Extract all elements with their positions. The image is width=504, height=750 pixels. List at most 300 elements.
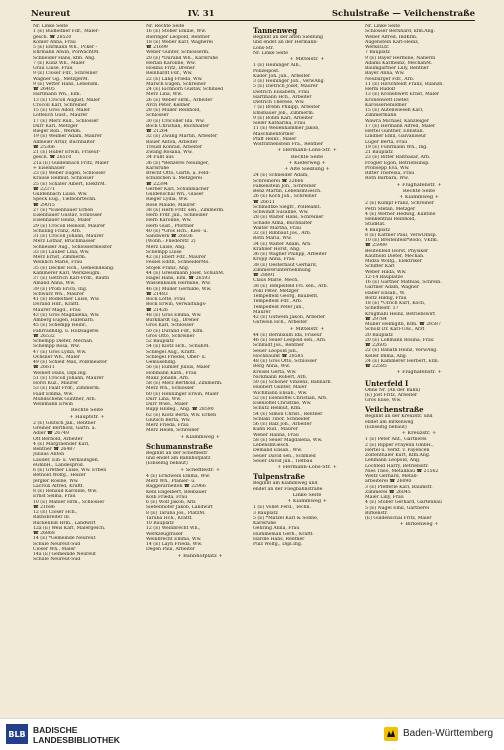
- directory-entry: 4 (E) Erndwein Emma, Ww.: [146, 473, 211, 479]
- directory-entry: Wassenbaum Hermine, Ww.: [146, 281, 211, 287]
- section-marker: + Klammweg +: [180, 434, 220, 440]
- section-marker: + Schefflestr. +: [179, 467, 221, 473]
- directory-entry: 2 (E) Kumpf Franz, Schreiner: [365, 201, 434, 207]
- directory-entry: 58 (E) Seuer Magdalena, Ww.: [253, 437, 323, 443]
- directory-entry: Dürr Karl, Metzger: [33, 123, 78, 129]
- directory-entry: 9 (E) Closer Fdr., Schreiner: [33, 71, 98, 77]
- directory-entry: Stojek Franz, Ang.: [146, 265, 190, 271]
- directory-entry: Schlegel Aug., Kraftf.: [146, 349, 196, 355]
- directory-entry: Krugmahl Heinz, Betriebswirt: [365, 311, 436, 317]
- directory-entry: 12 (E) Weinbrecht Wh.,: [146, 526, 201, 532]
- directory-entry: 6 (E) Grether Luise, Ww. Erben: [33, 468, 107, 473]
- directory-entry: Schule Neureut-Süd: [33, 557, 81, 563]
- directory-entry: 23 (E) Ritter Balthasar, Arb.: [365, 155, 431, 161]
- directory-entry: ☎ 26868: [33, 531, 55, 536]
- section-marker: Rechte Seite: [402, 188, 436, 194]
- directory-entry: 28 (E) Müller Reinhold,: [146, 108, 201, 113]
- directory-entry: Emsbauer Joh., Zimmerm.: [253, 110, 315, 116]
- directory-entry: Henkenthal Reinhold,: [365, 217, 416, 222]
- directory-entry: Kronenwett Dieter,: [365, 97, 410, 103]
- directory-entry: Bayer Anna, Ww.: [365, 71, 405, 77]
- directory-entry: Rieger Rob., Werkm.: [33, 129, 82, 134]
- directory-entry: Merz Helen, Schreiner: [146, 428, 200, 434]
- directory-entry: ☎ 26405: [33, 87, 55, 92]
- directory-entry: Sieler Katharina, Frau: [253, 121, 306, 126]
- directory-entry: Siebenhofer Jakob, Landwirt: [146, 505, 213, 511]
- header-rule: [31, 20, 475, 21]
- directory-entry: 11 (E) Wellenhammer Jakob,: [253, 126, 320, 132]
- directory-entry: Weinlich Marie, Frau: [33, 260, 83, 266]
- directory-entry: Zimmermann: [365, 113, 397, 119]
- directory-entry: 45 (E) Schempp Heinr.,: [33, 323, 88, 329]
- directory-entry: Löffelich Gust., Maurer: [33, 113, 88, 119]
- directory-entry: Treudl Konrad, Arbeiter: [146, 144, 203, 150]
- directory-entry: 32 (E) Rimbaut Jos., Arb.: [253, 231, 312, 236]
- directory-entry: (E) Jost Fritz, Arbeiter: [365, 392, 418, 398]
- directory-entry: 1 (E) Peter Ant., Gärtnerei: [365, 437, 427, 443]
- directory-entry: Maschinenformer: [253, 131, 295, 137]
- directory-entry: 2 (E) Ripper Frayenn GmbH.,: [365, 442, 434, 448]
- directory-entry: 51 (E) Crocoll Johann, Maurer: [33, 375, 104, 381]
- directory-entry: Gros Otto, Schreiner: [146, 333, 195, 339]
- directory-entry: Taruba Hch., Kraftf.: [146, 515, 193, 521]
- directory-entry: Hertel u. Verkf. v. Fayencen: [365, 447, 430, 453]
- directory-entry: Kohler Anna, Frau: [33, 39, 76, 45]
- street-heading: Tannenweg: [253, 26, 298, 35]
- directory-entry: Beginnt an der Kreuzstr. und: [365, 414, 433, 420]
- directory-entry: Rupp Hildeg., Ang. ☎ 28590: [146, 407, 214, 413]
- directory-entry: Lindner Emil, Galvaniseur: [365, 134, 427, 140]
- directory-entry: Reinhardt Fdr., Ww.: [146, 71, 193, 77]
- directory-entry: Haber Elisab., W.: [365, 290, 406, 296]
- directory-entry: ☎ 21483: [146, 291, 168, 297]
- directory-entry: Krähner Horst, Ang.: [253, 246, 301, 252]
- directory-entry: 2 (E) Glutsch Jak., Rentner: [33, 420, 96, 426]
- directory-entry: Rathsbreiter Ill.: [33, 515, 71, 521]
- directory-entry: Dietrich Therese, Ww.: [253, 100, 305, 105]
- directory-entry: Schneider Aug., Schlossermeister: [33, 244, 112, 250]
- street-heading: Schumannstraße: [146, 441, 213, 451]
- directory-entry: Kolb Frieda, Frau: [146, 494, 188, 500]
- directory-entry: 21 (E) Huber Erwin, Friseur-: [33, 150, 101, 155]
- directory-entry: ☎ 29015: [33, 202, 55, 208]
- directory-entry: 7 (E) Kunz Wh., Maler: [33, 60, 85, 66]
- directory-entry: Merz Luise, Ang.: [146, 244, 186, 250]
- directory-entry: Schlosser: [146, 113, 169, 119]
- directory-entry: ☎ 21699: [146, 45, 168, 50]
- directory-entry: Lehmann Leopold, Ang.: [365, 458, 421, 464]
- directory-entry: arbeiterei ☎ 26090: [365, 479, 412, 485]
- directory-entry: 25 (E) Schäfer Albert, ElektrM.: [33, 181, 107, 187]
- directory-entry: 44 (E) Bernbaum Ida, Friseur: [253, 332, 322, 338]
- directory-entry: 6 (E) Wolf Jakob, Arb.: [146, 500, 197, 505]
- column-3: [253, 24, 361, 547]
- directory-entry: Tempelfeld Georg, Baubeflt.: [253, 294, 319, 299]
- directory-entry: Neuburger Fdr., Arb.: [365, 76, 415, 82]
- directory-entry: Weltz Gerhard, Metall-: [365, 474, 419, 479]
- directory-entry: Keller Imma, Ang.: [365, 353, 408, 359]
- street-heading: Tulpenstraße: [253, 472, 305, 482]
- directory-entry: ☎ 21686: [33, 504, 55, 510]
- directory-entry: 31 (E) Crocoll Johann, Maurer: [33, 234, 104, 239]
- directory-entry: Beutenfeld Horst, Physiker: [365, 248, 429, 254]
- directory-entry: 28 (E) Walter Hans, Schreiner: [253, 215, 324, 221]
- column-4: [365, 24, 473, 529]
- directory-entry: 20 (E) *Durand Wh., Karlsruhe: [146, 55, 219, 61]
- directory-entry: Merz Lothar, Bruchmasser: [33, 239, 96, 245]
- directory-entry: 10 (E) Mahler Hrm., Schlosser: [33, 499, 105, 505]
- directory-entry: 39 (E) Pröm Erich, Ing.: [33, 286, 88, 292]
- directory-entry: Greiner Berthold, Garth. a.: [33, 426, 97, 431]
- directory-entry: Nr. Linke Seite: [253, 50, 288, 56]
- directory-entry: Hartmann Wh., Elm.: [33, 92, 81, 98]
- directory-entry: ☎ 28891: [253, 273, 275, 278]
- directory-entry: 33 (E) Lauber Lina, Ww.: [33, 249, 90, 255]
- directory-entry: Merz Frieda, Frau: [146, 423, 189, 428]
- directory-entry: 42 (E) Gutwein Jakob, Arbeiter: [253, 315, 326, 320]
- directory-entry: Scholz Dr. Karl-Ulw., Arzt: [365, 327, 425, 333]
- directory-entry: Guldenschal Wh., Glaser: [146, 192, 204, 197]
- directory-entry: Ohne Nr. (An der Bahn): [365, 387, 421, 393]
- directory-entry: Merz Wh., Planier- u.: [146, 479, 196, 484]
- directory-entry: ☎ 22371: [33, 186, 55, 192]
- directory-entry: 9 (E) Bayer Hermine, Näherin: [365, 55, 436, 61]
- directory-entry: 44 (E) Gressmann Josef, SchuhM.: [146, 270, 225, 276]
- section-marker: Linke Seite: [292, 492, 322, 498]
- directory-entry: Wichmann Elisab., Ww.: [253, 390, 308, 396]
- header-street-range: Schulstraße — Veilchenstraße: [331, 9, 475, 19]
- section-marker: + Kieferweg +: [288, 160, 326, 166]
- directory-entry: Weber Alfred, IndKfm.: [365, 34, 418, 40]
- directory-entry: Wawra Michael, Kanzleiger: [365, 118, 430, 124]
- directory-entry: Claus Marie, Mech.: [253, 278, 299, 284]
- directory-entry: Nies Theo, Metallbau ☎ 21562: [365, 468, 439, 474]
- directory-entry: Schlosser Bernhard, kfm.Ang.: [365, 29, 435, 35]
- directory-entry: Maier Lilly, Frau: [365, 495, 404, 500]
- bw-logo-text[interactable]: Baden-Württemberg: [403, 728, 494, 739]
- directory-entry: Weber Hilda, Ww.: [365, 269, 407, 275]
- directory-entry: Nr. Linke Seite: [33, 24, 68, 29]
- directory-entry: Closer Wh., Maler: [33, 546, 76, 552]
- directory-entry: 27 (E) *Eisenhauer Erben: [33, 207, 94, 213]
- section-marker: + Klammweg +: [287, 499, 327, 504]
- directory-entry: Weber Günter, Schlosserm.: [146, 50, 210, 56]
- directory-entry: 20 (E) Lohmann Rosina, Frau: [365, 337, 434, 343]
- directory-entry: Schmidtke Siegfr., PolBeamt.: [253, 204, 321, 210]
- directory-entry: Kehl Engelbert, Bleibauer: [146, 489, 207, 495]
- directory-entry: Midza Wolfg., Elektriker: [365, 259, 422, 264]
- directory-entry: und endet am Bahnhofplatz: [146, 456, 211, 461]
- directory-entry: Roth Maria, Ww.: [253, 236, 292, 242]
- directory-entry: 17 (E) Merz Rud., Schlosser: [33, 118, 99, 124]
- directory-entry: Gerber Karl, Schuhmacher: [146, 186, 209, 192]
- directory-entry: Schade Alma, Buchhalter: [253, 220, 313, 226]
- directory-entry: Gutwein Hch., Arbeiter: [253, 320, 308, 326]
- directory-entry: 3 (E) Heininger Joh., VerwAng.: [253, 79, 326, 84]
- directory-entry: 53 (E) Faalf Frdr., Zimmerm.: [33, 386, 101, 392]
- directory-entry: endet an der Fliegbahnstraße: [253, 486, 323, 492]
- directory-entry: 8 (E) Kattner Paul, VerwOInsp.: [365, 232, 437, 238]
- directory-entry: Falkenstein Joh., Schreiner: [253, 183, 317, 189]
- directory-entry: Marsch Eugen, Schreiner: [146, 81, 206, 87]
- directory-entry: 4 (E) Werner Hedwig, Kantine: [365, 211, 436, 217]
- directory-entry: Gemüsehdlg.: [146, 360, 177, 365]
- section-marker: + Mittelstr. +: [289, 57, 325, 62]
- directory-entry: Kuder Joh. jun., Arbeiter: [253, 73, 311, 79]
- directory-entry: (Einseitig bebaut): [146, 461, 188, 467]
- directory-entry: Burkhardt Gg., Dreher: [146, 318, 199, 323]
- directory-entry: 18 (E) Weber Karl, Wagnerei: [146, 39, 213, 45]
- directory-entry: 46 (E) Seuer Leopold sen., Arb.: [253, 338, 327, 343]
- directory-entry: Schempp Dieter, Mechan.: [33, 339, 94, 344]
- directory-entry: Dürr Lina, Ww.: [146, 396, 182, 402]
- directory-entry: Schwindt Susanne, Ww.: [253, 210, 309, 215]
- directory-entry: Glutsch Berta, Ww.: [146, 417, 191, 423]
- directory-entry: 34 Füllt aus: [146, 155, 174, 161]
- directory-entry: Ruckenbiß Hrm., Landwirt: [33, 520, 96, 526]
- directory-entry: Merz Wh., Schlosser: [146, 386, 195, 392]
- directory-entry: Seuer David sen., Schmied: [253, 453, 316, 459]
- directory-entry: Crocoll Karl, Schreiner: [33, 102, 87, 108]
- directory-entry: 24 (E) Schneider Adam,: [253, 173, 309, 179]
- directory-entry: 37 (E) Gettrich Karl-Frdr., Bautn: [33, 276, 110, 281]
- directory-entry: Wagner Gg., MetzgerM.: [33, 76, 90, 82]
- directory-entry: 47 (E) Gros Lydia, Ww.: [33, 349, 87, 355]
- section-marker: + Flughafenstr. +: [396, 182, 442, 188]
- directory-entry: + Eisenhauer: [33, 165, 65, 171]
- column-1: [33, 24, 141, 563]
- directory-entry: Eisenhauer Heinz, Maler: [33, 218, 92, 224]
- directory-entry: 19 (E) Fuhrmann Wh., Ing.: [365, 144, 428, 150]
- directory-entry: Hochbaumt ☎ 28585: [253, 353, 304, 359]
- directory-entry: 29 (E) Crocoll Reinold, Maurer: [33, 223, 106, 229]
- directory-entry: Demand Elisab., Ww.: [253, 448, 303, 454]
- directory-entry: (E) Guldenschal Fritz, Maler: [365, 516, 432, 521]
- directory-entry: 13 (E) Crocoll August, Maler: [33, 97, 101, 103]
- directory-entry: Weinbrecht Emma, Ww.: [146, 536, 202, 542]
- directory-entry: Ehrmann Alwin, PolWachtM.: [33, 50, 100, 56]
- directory-entry: Schwarz Wh., Maurer: [33, 291, 84, 297]
- directory-entry: 54 (E) Simon Christ., Rentner: [253, 411, 323, 417]
- directory-entry: Hartmann Hch., Arbeiter: [253, 94, 312, 100]
- directory-entry: Zimmererunternehmung: [253, 267, 311, 273]
- directory-entry: Tempelfeld Fdr., Arb.: [253, 299, 303, 305]
- directory-entry: Zoltenthaler Kurt, Kfm.Ang.: [365, 453, 431, 458]
- directory-entry: gesch. ☎ 28520: [33, 34, 72, 40]
- directory-entry: Schlegel Friedel, Ober- u.: [146, 354, 207, 360]
- directory-entry: Merz Lina, Ww.: [146, 92, 183, 98]
- directory-entry: Allmeier Artur, Buchhalter: [33, 139, 95, 145]
- directory-entry: Speck Eug., Tiefbohrtechn.: [33, 197, 97, 203]
- blb-logo[interactable]: BLB: [6, 724, 28, 744]
- directory-entry: Rieger Lydia, Ww.: [146, 197, 189, 203]
- directory-entry: Birkenstr.: [365, 510, 388, 516]
- directory-entry: 52 Bauplatz: [146, 339, 174, 344]
- directory-entry: Ott Berhold, Arbeiter: [33, 436, 83, 442]
- directory-entry: 24 (E) Eichhorn Gustav, Schmied: [146, 87, 224, 92]
- directory-entry: 48 (E) Gros Emma, Ww.: [146, 312, 202, 318]
- directory-entry: StudRat.: [365, 222, 386, 228]
- directory-entry: Esenlöffel Christine, Ww.: [253, 401, 312, 406]
- directory-entry: Herb Gust., Pförtner: [146, 223, 195, 229]
- directory-entry: Fessel Edith, SchneiderMs.: [146, 260, 210, 266]
- directory-entry: Schilling Franz, Arb.: [33, 228, 82, 234]
- blb-name-line1: BADISCHE: [33, 725, 78, 735]
- directory-entry: 1 (E) Budleitner Fdr., Maler-: [33, 29, 100, 35]
- directory-entry: Rose Maude, Maurer: [146, 202, 196, 208]
- directory-entry: 60 (E) Henninger Erwin, Maler: [146, 391, 219, 397]
- directory-entry: Weinmann Erwin: [33, 402, 73, 407]
- directory-entry: Löns-Str.: [253, 45, 274, 51]
- directory-entry: (Wohn.: Fliederstr. 2): [146, 239, 196, 245]
- directory-entry: 1 (E) Vollet Ferd., Techn.: [253, 505, 311, 511]
- directory-entry: Nickmann Robert, Arb.: [253, 374, 308, 380]
- directory-entry: Beginnt an der Schefflestr: [146, 450, 208, 456]
- directory-entry: Bock Lotte, Frau: [146, 297, 186, 302]
- page-header: [31, 8, 475, 20]
- directory-entry: Gros Karl, Schlosser: [146, 323, 194, 329]
- directory-entry: Beginnt am Klammweg und: [253, 481, 318, 487]
- directory-entry: Zimmerei ☎ 26045: [365, 489, 411, 495]
- directory-entry: 30 (E) Crocoller Ida, Ww.: [146, 118, 205, 124]
- directory-entry: Schempp Luise: [146, 249, 182, 255]
- directory-entry: 22 (E) Banath Heinz, VerwAng.: [365, 348, 438, 354]
- directory-entry: Bauer Anton, Arbeiter: [146, 139, 198, 145]
- directory-entry: Schneider Hans, kfm. Ang.: [33, 55, 96, 61]
- directory-entry: Baggerarbeiten ☎ 22966: [146, 484, 206, 490]
- directory-entry: 8 (E) Renaud Karoline, Ww.: [33, 489, 98, 494]
- directory-entry: 11 (E) Hirschfeldt Franz, Bilanzb.: [365, 81, 444, 87]
- directory-entry: Ernst Selma, Frau: [33, 494, 76, 500]
- section-marker: + Kreuzstr. +: [401, 431, 437, 436]
- directory-entry: 3 Bauplatz: [253, 510, 278, 516]
- directory-entry: 16 (E) Stober Emilie, Ww.: [146, 29, 207, 35]
- directory-entry: 40 (E) *Gros Hch., Kies- u.: [146, 228, 208, 234]
- directory-entry: Nr. Linke Seite: [365, 24, 400, 29]
- directory-entry: Frogler Egon, Betriebsinsp.: [365, 160, 430, 166]
- directory-entry: Hardle Hans, Rentner: [253, 536, 305, 542]
- blb-name-line2: LANDESBIBLIOTHEK: [33, 735, 120, 745]
- directory-entry: Probsepp Eva, Ww.: [365, 165, 410, 171]
- directory-entry: Roth Barbara, Ww.: [365, 176, 409, 182]
- directory-entry: Herm Rudolf: [365, 87, 396, 92]
- directory-entry: 54 (E) Klotz Hch., SchuhM.: [146, 344, 210, 350]
- directory-entry: 14a (E) Gemeinde Neureut: [33, 552, 96, 557]
- directory-entry: Benz Martin, LebensmGesch.: [253, 189, 322, 194]
- directory-entry: Bieringer Leopold, Rentner: [146, 34, 210, 40]
- directory-entry: Petri Stefan, Metzger: [365, 206, 416, 212]
- directory-entry: 35 (E) Decker Hch., Gemeindeang.: [33, 265, 115, 271]
- section-marker: + Birkenweg +: [399, 522, 439, 528]
- directory-entry: Fahrradhdlg. u. Holzsägerei: [33, 328, 99, 334]
- directory-entry: Berg Anna, Ww.: [253, 364, 291, 370]
- directory-entry: 5 (E) Ehrmann Wh., Pcker -: [33, 45, 98, 50]
- directory-entry: gesch. ☎ 26510: [33, 155, 72, 161]
- directory-entry: Luger Berta, Frau: [365, 139, 408, 145]
- directory-entry: Hodina Fritz, Dreher: [146, 66, 195, 71]
- directory-entry: 12a (E) Weis Karl, Malergesch.: [33, 525, 106, 531]
- directory-entry: 38 (E) Herb Frdr. sen., Zimmerm.: [146, 207, 225, 213]
- directory-entry: 19 (E) Weimer Adam, Maurer: [33, 134, 102, 140]
- directory-entry: Pohl Peter, Metzger: [253, 288, 299, 294]
- directory-entry: Lauder, Ein- u. Verkaufsgen.: [33, 457, 100, 463]
- directory-entry: (Einseitig bebaut): [365, 424, 407, 430]
- directory-entry: Amberg Eugen, Hafenarb.: [33, 318, 95, 323]
- directory-entry: Herb Karoline, Ww.: [146, 218, 192, 224]
- directory-entry: ☎ 25989: [365, 243, 387, 249]
- directory-entry: 10 (E) Breitenfeld*Bodo, VKfm.: [365, 238, 439, 243]
- directory-entry: 15 (E) Gros Adolf, Maler: [33, 108, 90, 113]
- directory-entry: ☎ 21264: [146, 129, 168, 134]
- directory-entry: 24 (E) Kammerer Herbert, Elm.: [365, 358, 440, 364]
- directory-entry: 32 (E) Zwang Martin, Arbeiter: [146, 134, 218, 140]
- footer-bar: [0, 718, 504, 750]
- directory-entry: ☎ 25366: [33, 144, 55, 150]
- directory-entry: 36 (E) *Benzerei Neuinger,: [146, 160, 209, 166]
- directory-entry: Kammerer Karl, Werkzeugm.: [33, 270, 101, 276]
- directory-entry: Dürr Wwe., Maler: [146, 402, 189, 407]
- directory-entry: 9 (E) Vetter Hans, Lebensm.: [33, 81, 100, 87]
- directory-entry: 41 (E) Bodleitner Luise, Ww.: [33, 297, 100, 302]
- section-marker: + Flughafenstr. +: [396, 370, 442, 376]
- directory-entry: Schule Neureut-Süd: [33, 541, 81, 547]
- directory-entry: eGmbH., Landesprod.: [33, 462, 85, 468]
- directory-entry: 17 (E) Hermann Alfred, Maler: [365, 123, 436, 129]
- directory-entry: Pulz Wolfg., Dipl.Ing.: [253, 542, 303, 547]
- directory-entry: Zwang Rosalia, Ww.: [146, 150, 193, 155]
- directory-entry: 50 (E) Schöner Vinzenz, Bahnarb.: [253, 380, 332, 385]
- directory-entry: Hummeman Gerh., Kraftf.: [253, 531, 314, 537]
- directory-entry: Karlsruhe: [253, 521, 277, 526]
- section-marker: Rechte Seite: [290, 154, 324, 160]
- directory-entry: Walter Martha, Frau: [253, 225, 301, 231]
- directory-entry: 62 (E) Klotz Berta, Ww. Erben: [146, 412, 217, 418]
- directory-entry: 8 (E) Taruba Jos., PlatzM.: [146, 510, 206, 516]
- directory-entry: 15 (E) Autenwieseh Karl,: [365, 108, 424, 113]
- directory-entry: Schempp Rosa, Ww.: [33, 344, 80, 350]
- street-heading: Veilchenstraße: [365, 405, 424, 415]
- directory-entry: Gehring Anna, Frau: [253, 526, 300, 532]
- directory-entry: Kuhn Rud., Maurer: [253, 427, 298, 433]
- directory-entry: Gärtner Adam, Wagner: [365, 285, 419, 291]
- directory-entry: 42 (E) Ebert Fdr., Maurer: [146, 255, 206, 260]
- directory-entry: LebensmGesch.: [253, 443, 290, 448]
- directory-entry: Schiffer Karl: [365, 264, 395, 270]
- directory-entry: Sandwerk ☎ 26836: [146, 234, 193, 239]
- directory-entry: ☎ 26611: [33, 365, 55, 371]
- directory-entry: 26 (E) Koch Joh., Schreiner: [253, 194, 317, 200]
- directory-entry: Amand Anna, Ww.: [33, 281, 76, 287]
- directory-entry: 1 (E) Heininger Alb.,: [253, 63, 302, 69]
- section-marker: Rechte Seite: [70, 408, 104, 414]
- directory-entry: ☎ 22394: [146, 181, 168, 187]
- directory-entry: 16 (E) Gärtner Mathias, Schrein.: [365, 280, 442, 285]
- directory-entry: Ritter Theresia, Frau: [365, 171, 415, 176]
- directory-entry: Polizeipost.: [253, 68, 280, 74]
- directory-entry: Baumgärtner Lilly, Rentner: [365, 66, 429, 71]
- directory-entry: 10 Bauplatz: [146, 521, 174, 526]
- directory-entry: Maurer: [253, 309, 271, 315]
- directory-entry: 58 (E) Merz Berthold, Zimmerm.: [146, 381, 223, 386]
- directory-entry: Kreisel Gerta, Ww.: [253, 369, 297, 375]
- directory-entry: 13 (E) Kronenwett Ernst, Maler: [365, 92, 439, 98]
- directory-entry: Weinelt Hans, Dipl.Ing.: [33, 370, 88, 376]
- blb-name[interactable]: [33, 725, 120, 745]
- directory-entry: Schefflestr. 17: [365, 306, 399, 312]
- section-marker: + Bahnhofplatz +: [177, 553, 223, 559]
- street-heading: Unterfeld I: [365, 378, 409, 388]
- directory-entry: Müller Helmgith, Kfm. ☎ 28587: [365, 322, 441, 327]
